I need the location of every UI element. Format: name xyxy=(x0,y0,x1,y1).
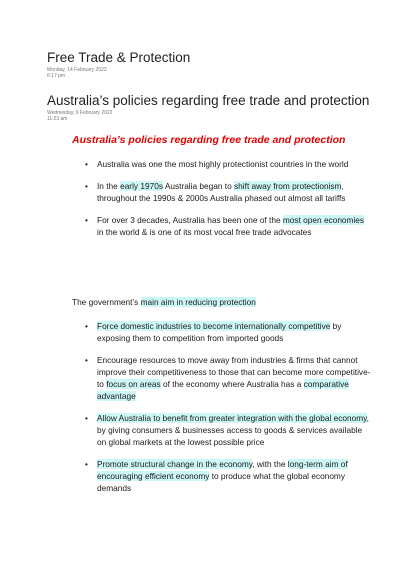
bullet-icon: • xyxy=(85,215,88,225)
text-run: , by giving consumers & businesses access to goods & services available on global markets at the lowest possible price xyxy=(97,413,369,447)
list-item-text xyxy=(97,458,372,494)
highlighted-text: Promote structural change in the economy xyxy=(97,459,253,469)
bullet-icon: • xyxy=(85,355,88,365)
text-run: of the economy where Australia has a xyxy=(160,379,304,389)
highlighted-text: Allow Australia to benefit from greater integration with the global economy xyxy=(97,413,367,423)
text-run: in the world & is one of its most vocal free trade advocates xyxy=(97,227,312,237)
paragraph-government-aim xyxy=(72,296,256,308)
list-item xyxy=(82,158,372,170)
highlighted-text: focus on areas xyxy=(106,379,161,389)
list-item-text xyxy=(97,354,372,402)
text-run: The government’s xyxy=(72,297,141,307)
section-date: Wednesday, 9 February 2022 xyxy=(47,110,113,116)
highlighted-text: main aim in reducing protection xyxy=(140,297,256,307)
highlighted-text: most open economies xyxy=(282,215,365,225)
text-run: Australia was one the most highly protectionist countries in the world xyxy=(97,159,349,169)
text-run: Australia began to xyxy=(162,181,235,191)
list-item-text xyxy=(97,180,372,204)
text-run: to produce what the global economy demands xyxy=(97,471,345,493)
list-item-text xyxy=(97,412,372,448)
list-item-text xyxy=(97,214,372,238)
text-run: , with the xyxy=(252,459,288,469)
bullet-icon: • xyxy=(85,413,88,423)
list-item-text xyxy=(97,158,372,170)
bullet-icon: • xyxy=(85,321,88,331)
section-time: 11:23 am xyxy=(47,116,68,122)
highlighted-text: Force domestic industries to become internationally competitive xyxy=(97,321,331,331)
page-date: Monday, 14 February 2022 xyxy=(47,67,107,73)
red-heading: Australia’s policies regarding free trade and protection xyxy=(72,134,346,146)
list-item xyxy=(82,354,372,402)
page-time: 6:17 pm xyxy=(47,73,66,79)
list-item-text xyxy=(97,320,372,344)
text-run: by exposing them to competition from imported goods xyxy=(97,321,342,343)
bullet-icon: • xyxy=(85,181,88,191)
highlighted-text: early 1970s xyxy=(120,181,163,191)
bullet-list-aims xyxy=(82,320,372,494)
list-item xyxy=(82,412,372,448)
highlighted-text: comparative advantage xyxy=(97,379,349,401)
highlighted-text: shift away from protectionism xyxy=(234,181,342,191)
list-item xyxy=(82,180,372,204)
text-run: , throughout the 1990s & 2000s Australia phased out almost all tariffs xyxy=(97,181,346,203)
highlighted-text: long-term aim of encouraging efficient economy xyxy=(97,459,348,481)
text-run: Encourage resources to move away from industries & firms that cannot improve their competitiveness to those that can become more competitive- to xyxy=(97,355,371,389)
text-run: For over 3 decades, Australia has been one of the xyxy=(97,215,283,225)
list-item xyxy=(82,320,372,344)
bullet-list-overview xyxy=(82,158,372,238)
bullet-icon: • xyxy=(85,459,88,469)
page-title: Free Trade & Protection xyxy=(47,50,191,65)
bullet-icon: • xyxy=(85,159,88,169)
list-item xyxy=(82,458,372,494)
section-title: Australia’s policies regarding free trade and protection xyxy=(47,93,370,108)
text-run: In the xyxy=(97,181,121,191)
list-item xyxy=(82,214,372,238)
